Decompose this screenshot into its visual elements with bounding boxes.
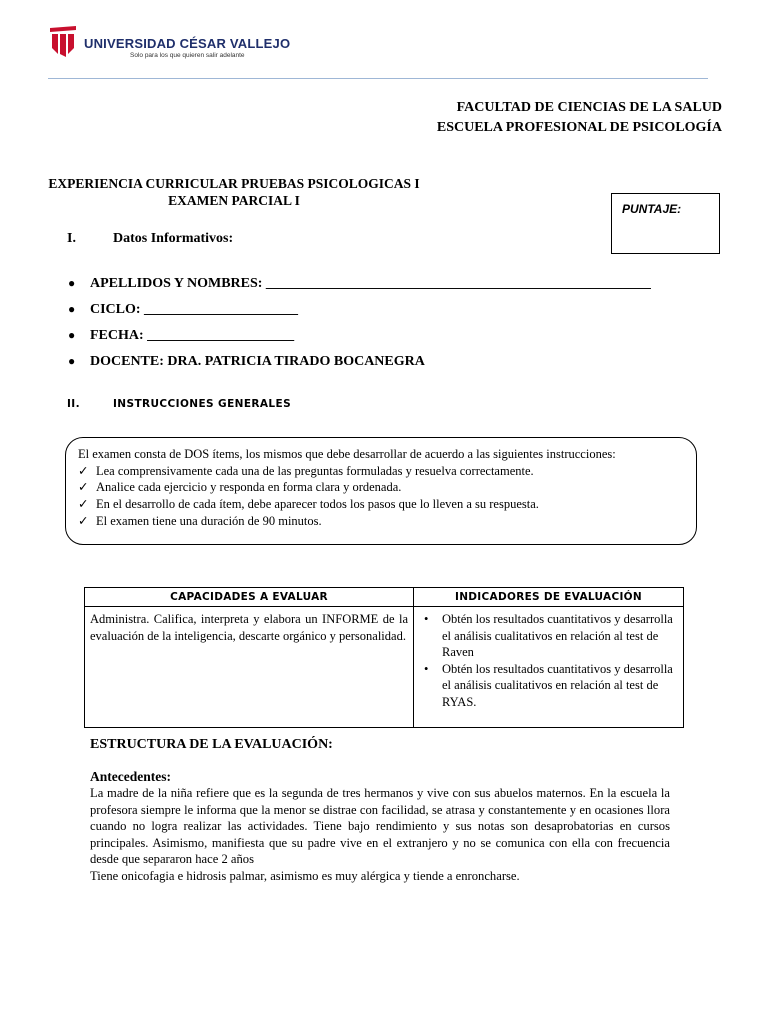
check-icon: ✓: [78, 464, 89, 478]
university-shield-icon: [48, 24, 78, 58]
capacity-cell: Administra. Califica, interpreta y elabora un INFORME de la evaluación de la inteligencia, descarte orgánico y personalidad.: [85, 607, 414, 728]
indicator-item: • Obtén los resultados cuantitativos y desarrolla el análisis cualitativos en relación al test de RYAS.: [442, 661, 679, 711]
table-header-capacities: CAPACIDADES A EVALUAR: [85, 588, 414, 607]
score-label: PUNTAJE:: [622, 202, 682, 216]
course-title: EXPERIENCIA CURRICULAR PRUEBAS PSICOLOGICAS I: [48, 176, 420, 191]
antecedents-label: Antecedentes:: [90, 769, 171, 784]
section-2-title: INSTRUCCIONES GENERALES: [113, 398, 292, 410]
field-names-label: APELLIDOS Y NOMBRES: _______________________________________________________: [90, 276, 651, 291]
indicator-item: • Obtén los resultados cuantitativos y desarrolla el análisis cualitativos en relación al test de Raven: [442, 611, 679, 661]
field-cycle-label: CICLO: ______________________: [90, 302, 299, 317]
field-teacher: [68, 354, 425, 370]
instruction-text: Lea comprensivamente cada una de las preguntas formuladas y resuelva correctamente.: [96, 464, 534, 478]
header-divider: [48, 78, 708, 79]
university-tagline: Solo para los que quieren salir adelante: [130, 52, 245, 59]
section-2-heading: [67, 398, 291, 410]
check-icon: ✓: [78, 514, 89, 528]
section-2-number: II.: [67, 398, 81, 410]
university-name: UNIVERSIDAD CÉSAR VALLEJO: [84, 36, 291, 51]
table-row: [85, 607, 684, 728]
check-icon: ✓: [78, 497, 89, 511]
field-names: [68, 276, 651, 292]
field-date: [68, 328, 294, 344]
bullet-icon: ●: [68, 328, 76, 342]
instruction-text: En el desarrollo de cada ítem, debe aparecer todos los pasos que lo lleven a su respuesta.: [96, 497, 539, 511]
table-header-row: [85, 588, 684, 607]
bullet-icon: ●: [68, 276, 76, 290]
field-teacher-label: DOCENTE: DRA. PATRICIA TIRADO BOCANEGRA: [90, 354, 425, 369]
school-name: ESCUELA PROFESIONAL DE PSICOLOGÍA: [436, 120, 722, 135]
university-logo: [48, 22, 291, 64]
indicators-cell: [414, 607, 684, 728]
check-icon: ✓: [78, 480, 89, 494]
bullet-icon: ●: [68, 302, 76, 316]
instruction-item: [78, 463, 534, 479]
section-1-number: I.: [67, 231, 76, 246]
structure-title: ESTRUCTURA DE LA EVALUACIÓN:: [90, 737, 333, 752]
table-header-indicators: INDICADORES DE EVALUACIÓN: [414, 588, 684, 607]
indicators-list: [418, 611, 679, 710]
instruction-text: Analice cada ejercicio y responda en forma clara y ordenada.: [96, 480, 402, 494]
field-cycle: [68, 302, 298, 318]
instruction-text: El examen tiene una duración de 90 minutos.: [96, 514, 322, 528]
field-date-label: FECHA: _____________________: [90, 328, 295, 343]
instructions-intro: El examen consta de DOS ítems, los mismos que debe desarrollar de acuerdo a las siguientes instrucciones:: [78, 447, 616, 461]
instruction-item: [78, 479, 401, 495]
instruction-item: [78, 496, 539, 512]
evaluation-table: [84, 587, 684, 728]
exam-title: EXAMEN PARCIAL I: [168, 193, 300, 208]
antecedents-paragraph: Tiene onicofagia e hidrosis palmar, asimismo es muy alérgica y tiende a enroncharse.: [90, 868, 520, 883]
score-box: [611, 193, 720, 254]
antecedents-paragraph: La madre de la niña refiere que es la segunda de tres hermanos y vive con sus abuelos maternos. En la escuela la profesora siempre le informa que la menor se distrae con facilidad, se atrasa y constantemente y en ocasiones llora cuando no logra realizar las actividades. Tiene bajo rendimiento y sus notas son desaprobatorias en cursos principales. Asimismo, manifiesta que su padre vive en el extranjero y no se comunica con ella con frecuencia desde que separaron hace 2 años: [90, 786, 670, 867]
faculty-name: FACULTAD DE CIENCIAS DE LA SALUD: [456, 100, 722, 115]
section-1-title: Datos Informativos:: [113, 231, 234, 246]
bullet-icon: ●: [68, 354, 76, 368]
antecedents-text: [90, 785, 670, 885]
instruction-item: [78, 513, 322, 529]
faculty-block: [437, 98, 722, 138]
